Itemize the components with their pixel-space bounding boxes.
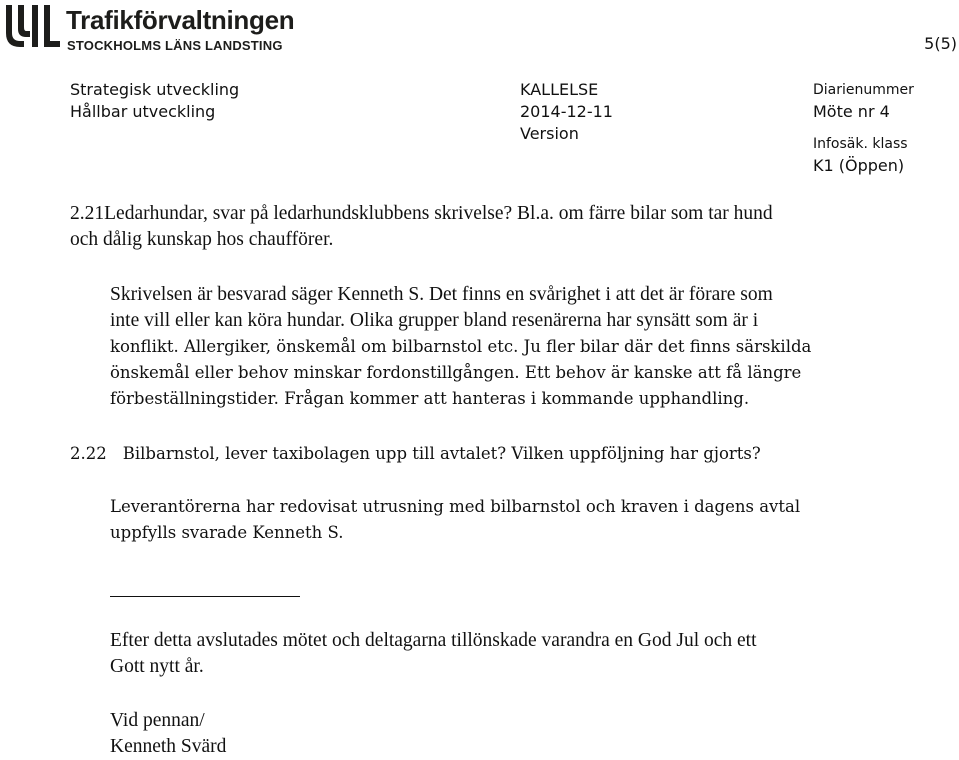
agenda-item-line: 2.21Ledarhundar, svar på ledarhundsklubbens skrivelse? Bl.a. om färre bilar som tar hund [70,203,773,224]
answer-line: inte vill eller kan köra hundar. Olika grupper bland resenärerna har synsätt som är i [110,310,759,331]
closing-line: Efter detta avslutades mötet och deltagarna tillönskade varandra en God Jul och ett [110,630,757,651]
signature-block [110,708,226,760]
sll-emblem-icon [2,3,62,51]
department-line: Strategisk utveckling [70,80,240,99]
registry-block [813,79,914,177]
answer-2-22 [110,494,800,546]
signer-name: Kenneth Svärd [110,736,227,757]
document-type-block [520,79,613,145]
version-label: Version [520,124,579,143]
answer-line: Skrivelsen är besvarad säger Kenneth S. Det finns en svårighet i att det är förare som [110,284,773,305]
answer-line: Leverantörerna har redovisat utrusning med bilbarnstol och kraven i dagens avtal [110,497,801,516]
answer-line: förbeställningstider. Frågan kommer att hanteras i kommande upphandling. [110,389,750,408]
closing-paragraph [110,628,757,680]
agenda-item-line: och dålig kunskap hos chaufförer. [70,229,334,250]
diarienummer-label: Diarienummer [813,82,914,98]
classification-label: Infosäk. klass [813,136,908,152]
logo-subtitle: STOCKHOLMS LÄNS LANDSTING [67,38,283,53]
answer-line: uppfylls svarade Kenneth S. [110,523,344,542]
page-number: 5(5) [924,34,957,53]
meeting-number: Möte nr 4 [813,102,890,121]
signature-line: Vid pennan/ [110,710,205,731]
department-block [70,79,239,123]
agenda-item-2-22 [70,441,761,467]
logo-name: Trafikförvaltningen [66,5,295,35]
agenda-item-title: Bilbarnstol, lever taxibolagen upp till avtalet? Vilken uppföljning har gjorts? [122,444,761,463]
agenda-item-number: 2.22 [70,444,107,463]
document-type: KALLELSE [520,80,599,99]
answer-line: konflikt. Allergiker, önskemål om bilbarnstol etc. Ju fler bilar där det finns särskilda [110,337,812,356]
section-divider [110,596,300,597]
answer-line: önskemål eller behov minskar fordonstillgången. Ett behov är kanske att få längre [110,363,802,382]
unit-line: Hållbar utveckling [70,102,216,121]
sll-logo [2,3,332,53]
agenda-item-2-21 [70,201,773,253]
answer-2-21 [110,282,811,412]
closing-line: Gott nytt år. [110,656,204,677]
classification-value: K1 (Öppen) [813,156,905,175]
document-date: 2014-12-11 [520,102,613,121]
